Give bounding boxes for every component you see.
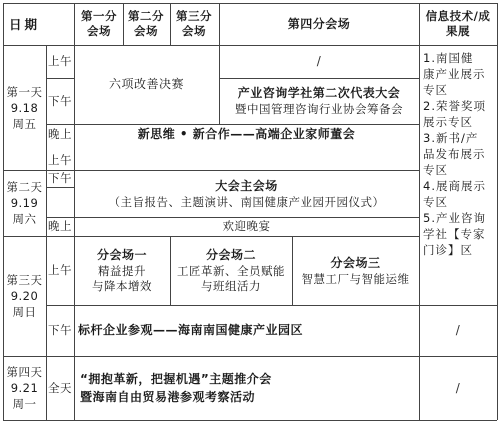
expo-item-line: 5.产业咨询 bbox=[423, 211, 486, 225]
day4-day: 第四天 bbox=[6, 365, 43, 379]
day2-day: 第二天 bbox=[6, 180, 43, 194]
day2-pm: 下午 bbox=[48, 171, 72, 185]
expo-list bbox=[423, 50, 495, 258]
day2-date: 9.19 bbox=[10, 196, 39, 210]
day3-sub2-title: 分会场二 bbox=[205, 248, 256, 262]
day3-sub1-topic2: 与降本增效 bbox=[92, 279, 152, 293]
expo-item bbox=[423, 130, 495, 178]
day2-plenary bbox=[74, 170, 419, 217]
day1-am: 上午 bbox=[48, 54, 72, 68]
day3-subvenue1 bbox=[74, 236, 170, 305]
day3-pm: 下午 bbox=[48, 323, 72, 337]
header-v3-line bbox=[170, 3, 171, 45]
day1-venue4-pm bbox=[219, 78, 419, 124]
expo-item-line: 专区 bbox=[423, 83, 448, 97]
day1-label bbox=[3, 45, 46, 170]
header-expo: 信息技术/成果展 bbox=[425, 9, 491, 38]
expo-item-line: 门诊】区 bbox=[423, 243, 473, 257]
expo-item-line: 康产业展示 bbox=[423, 67, 486, 81]
expo-item-line: 专区 bbox=[423, 195, 448, 209]
expo-item-line: 专区 bbox=[423, 163, 448, 177]
day2-eve: 晚上 bbox=[48, 219, 72, 233]
day1-eve: 晚上 bbox=[48, 126, 72, 141]
day3-date: 9.20 bbox=[10, 289, 39, 303]
expo-item-line: 学社【专家 bbox=[423, 227, 486, 241]
expo-item bbox=[423, 50, 495, 98]
table-border-right bbox=[497, 3, 498, 420]
day3-expo-pm: / bbox=[455, 323, 461, 337]
day1-congress-title: 产业咨询学社第二次代表大会 bbox=[237, 86, 401, 100]
day3-sub2-topic1: 工匠革新、全员赋能 bbox=[177, 264, 285, 278]
expo-item bbox=[423, 178, 495, 210]
expo-item-line: 2.荣誉奖项 bbox=[423, 99, 486, 113]
day3-weekday: 周日 bbox=[12, 305, 37, 319]
table-border-bottom bbox=[3, 420, 497, 421]
day3-sub2-topic2: 与班组活力 bbox=[201, 279, 261, 293]
day2-am-pm-line bbox=[46, 187, 74, 188]
day1-date: 9.18 bbox=[10, 100, 39, 115]
header-v1-line bbox=[74, 3, 75, 45]
day1-pm: 下午 bbox=[48, 93, 72, 108]
day4-weekday: 周一 bbox=[12, 397, 37, 411]
day4-date: 9.21 bbox=[10, 381, 39, 395]
day1-venue4-am: / bbox=[316, 54, 322, 68]
header-venue2: 第二分会场 bbox=[128, 9, 164, 38]
day3-day: 第三天 bbox=[6, 273, 43, 287]
day2-evening-event: 欢迎晚宴 bbox=[222, 219, 271, 233]
expo-item bbox=[423, 210, 495, 258]
day4-expo: / bbox=[455, 380, 461, 395]
day3-subvenue2 bbox=[170, 236, 292, 305]
day2-plenary-title: 大会主会场 bbox=[215, 178, 278, 193]
day1-weekday: 周五 bbox=[12, 116, 37, 131]
day1-congress-sub: 暨中国管理咨询行业协会筹备会 bbox=[235, 102, 403, 116]
expo-item-line: 品发布展示 bbox=[423, 147, 486, 161]
day2-label bbox=[3, 170, 46, 236]
day3-visit: 标杆企业参观——海南南国健康产业园区 bbox=[78, 323, 304, 337]
day4-event-line2: 暨海南自由贸易港参观考察活动 bbox=[80, 390, 256, 404]
day2-plenary-sub: （主旨报告、主题演讲、南国健康产业园开园仪式） bbox=[108, 194, 385, 209]
day4-label bbox=[3, 356, 46, 420]
day1-session-contest: 六项改善决赛 bbox=[108, 77, 184, 91]
expo-item-line: 3.新书/产 bbox=[423, 131, 479, 145]
header-v2-line bbox=[123, 3, 124, 45]
day2-weekday: 周六 bbox=[12, 212, 37, 226]
expo-item-line: 展示专区 bbox=[423, 115, 473, 129]
day1-day: 第一天 bbox=[6, 84, 43, 99]
day3-sub3-title: 分会场三 bbox=[330, 255, 381, 270]
header-venue3: 第三分会场 bbox=[176, 9, 212, 38]
header-date: 日期 bbox=[8, 16, 40, 32]
day1-evening-event: 新思维 • 新合作——高端企业家师董会 bbox=[137, 126, 356, 141]
day3-am: 上午 bbox=[48, 263, 72, 277]
expo-item-line: 4.展商展示 bbox=[423, 179, 486, 193]
expo-item bbox=[423, 98, 495, 130]
day2-am: 上午 bbox=[48, 152, 72, 167]
day3-subvenue3 bbox=[292, 236, 419, 305]
day3-sub1-topic1: 精益提升 bbox=[98, 264, 146, 278]
day4-allday: 全天 bbox=[48, 380, 72, 395]
expo-item-line: 1.南国健 bbox=[423, 51, 474, 65]
day4-event-line1: “拥抱革新，把握机遇”主题推介会 bbox=[80, 372, 272, 386]
header-venue4: 第四分会场 bbox=[287, 16, 351, 31]
day3-label bbox=[3, 236, 46, 356]
header-venue1: 第一分会场 bbox=[81, 9, 117, 38]
day4-event bbox=[74, 356, 419, 420]
day3-sub1-title: 分会场一 bbox=[96, 248, 147, 262]
day3-sub3-topic: 智慧工厂与智能运维 bbox=[301, 271, 410, 286]
